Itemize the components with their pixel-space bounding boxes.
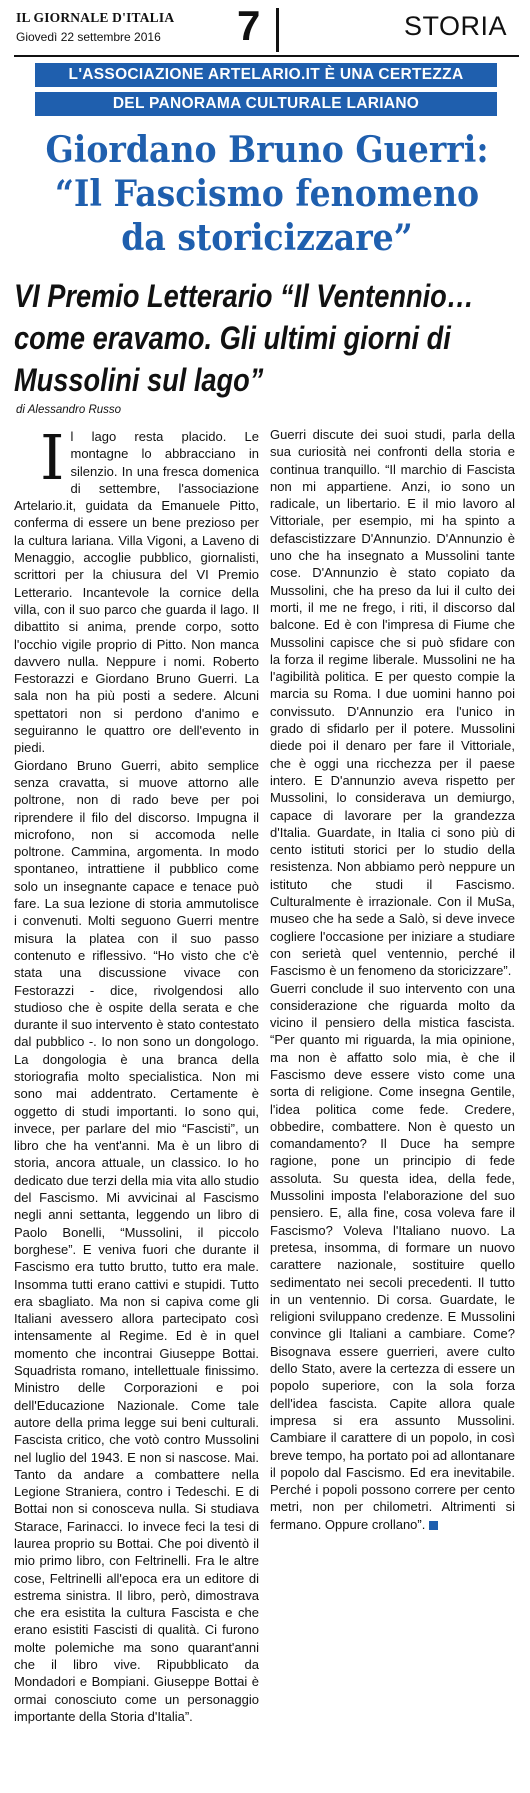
subheadline — [14, 275, 516, 401]
paragraph-text: Guerri conclude il suo intervento con una considerazione che riguarda molto da vicino il pensiero della mistica fascista. “Per quanto mi riguarda, la mia opinione, ma non è affatto solo mia, è che il Fascismo deve essere visto come una sorta di religione. Come insegna Gentile, l'idea politica come fede. Credere, obbedire, combattere. Non è questo un comandamento? Il Duce ha sempre ragione, pone un principio di fede assoluta. Su questa idea, della fede, Mussolini imposta l'elaborazione del suo pensiero. E, alla fine, cosa voleva fare il Fascismo? Voleva l'Italiano nuovo. La pretesa, insomma, di formare un nuovo carattere nazionale, sostituire quello sedimentato nei secoli precedenti. Il tutto in un ventennio. Di corsa. Guardate, le religioni sviluppano credenze. E Mussolini convince gli Italiani a cambiare. Come? Bisognava essere guerrieri, avere culto dello Stato, avere la certezza di essere un popolo superiore, con la sola forza dell'idea fascista. Capite allora quale impresa si era assunto Mussolini. Cambiare il carattere di un popolo, in così breve tempo, ha portato poi ad allontanare il popolo dal Fascismo. Ed era inevitabile. Perché i popoli possono correre per cento metri, non per chilometri. Altrimenti si fermano. Oppure crollano”. — [270, 980, 516, 1532]
header-divider — [276, 8, 279, 52]
subheadline-line: come eravamo. Gli ultimi giorni di — [14, 320, 451, 356]
end-of-article-square — [429, 1521, 438, 1530]
page-number: 7 — [237, 2, 261, 49]
article-paragraph: Giordano Bruno Guerri, abito semplice senza cravatta, si muove attorno alle poltrone, non di rado beve per poi riprendere il filo del discorso. Impugna il microfono, non si accomoda nelle poltrone. Cammina, argomenta. In modo spontaneo, intrattiene il pubblico come solo un insegnante capace e tenace può fare. La sua lezione di storia ammutolisce i convenuti. Molti seguono Guerri mentre misura la platea con il suo passo contenuto e riflessivo. “Ho visto che c'è stata una discussione vivace con Festorazzi - dice, rivolgendosi allo studioso che è ospite della serata e che durante il suo intervento è stato contestato dal pubblico -. Io non sono un dongologo. La dongologia è una branca della storiografia molto specialistica. Non mi sono mai addentrato. Certamente è oggetto di studi importanti. Io sono qui, invece, per parlare del mio “Fascisti”, un libro che ha vent'anni. Ma è un libro di storia, ancora attuale, un classico. Io ho dedicato due terzi della mia vita allo studio del Fascismo. Mi avvicinai al Fascismo negli anni settanta, leggendo un libro di Paolo Bonelli, “Mussolini, il piccolo borghese”. E veniva fuori che durante il Fascismo era tutto brutto, tutto era male. Insomma tutti erano cattivi e stupidi. Tutto era sbagliato. Ma non si capiva come gli Italiani avessero allora partecipato così intensamente al Regime. Ed è in quel momento che incontrai Giuseppe Bottai. Squadrista romano, intellettuale finissimo. Ministro delle Corporazioni e poi dell'Educazione Nazionale. Come tale autore della prima legge sui beni culturali. Fascista critico, che votò contro Mussolini nel luglio del 1943. E non si nascose. Mai. Tanto da andare a combattere nella Legione Straniera, contro i Tedeschi. E di Bottai non si conosceva nulla. Si studiava Starace, Farinacci. Io invece feci la tesi di laurea proprio su Bottai. Che poi diventò il mio primo libro, con Feltrinelli. Fra le altre cose, Feltrinelli all'epoca era un editore di estrema sinistra. Il libro, però, dimostrava che era esistita la cultura Fascista e che erano esistiti Fascisti di qualità. Ci furono molte polemiche ma sono quarant'anni che il libro vive. Ripubblicato da Mondadori e Bompiani. Giuseppe Bottai è ormai conosciuto come un personaggio importante della Storia d'Italia”. — [14, 757, 259, 1724]
kicker-banner-line2: DEL PANORAMA CULTURALE LARIANO — [35, 92, 497, 116]
headline-line: Giordano Bruno Guerri: — [45, 129, 489, 171]
article-paragraph: Guerri discute dei suoi studi, parla della sua curiosità nei confronti della storia e continua tranquillo. “Il marchio di Fascista non mi appartiene. Anzi, io sono un radicale, un libertario. E il mio lavoro al Vittoriale, per esempio, mi ha spinto a defascistizzare D'Annunzio. D'Annunzio è uno che ha insegnato a Mussolini tante cose. D'Annunzio è stato copiato da Mussolini, che ha preso da lui il culto dei morti, il me ne frego, i riti, il discorso dal balcone. Ed è con l'impresa di Fiume che Mussolini capisce che si può sfidare con la forza il regime liberale. Mussolini ne ha l'agibilità politica. E per questo compie la marcia su Roma. I due uomini hanno poi convissuto. D'Annunzio era l'unico in grado di sfidarlo per il potere. Mussolini diede poi il denaro per fare il Vittoriale, che è oggi una ricchezza per il paese intero. E D'annunzio aveva rispetto per Mussolini, lo considerava un demiurgo, capace di lavorare per la grandezza d'Italia. Guardate, in Italia ci sono più di cento istituti storici per lo studio della resistenza. Non abbiamo però neppure un istituto che studi il Fascismo. Culturalmente è irrazionale. Con il MuSa, museo che ha sede a Salò, si deve invece cogliere l'occasione per iniziare a studiare con serietà quel ventennio, perché il Fascismo è un fenomeno da storicizzare”. — [270, 427, 515, 979]
page-header — [14, 2, 519, 52]
article-column-1 — [14, 421, 259, 1725]
newspaper-name: IL GIORNALE D'ITALIA — [16, 10, 175, 25]
headline — [32, 128, 501, 260]
section-title: STORIA — [404, 11, 508, 41]
drop-cap: I — [40, 421, 65, 494]
byline: di Alessandro Russo — [16, 404, 122, 416]
header-rule — [14, 55, 519, 57]
article-column-2 — [270, 426, 515, 1533]
headline-line: da storicizzare” — [121, 217, 413, 259]
subheadline-line: Mussolini sul lago” — [14, 362, 264, 398]
headline-line: “Il Fascismo fenomeno — [54, 173, 480, 215]
paragraph-text: l lago resta placido. Le montagne lo abbracciano in silenzio. In una fresca domenica di settembre, l'associazione Artelario.it, guidata da Emanuele Pitto, conferma di essere un bene prezioso per la cultura lariana. Villa Vigoni, a Laveno di Menaggio, accoglie pubblico, giornalisti, scrittori per la chiusura del VI Premio Letterario. Incantevole la cornice della villa, con il suo parco che guarda il lago. Il dibattito si anima, prende corpo, sotto l'occhio vigile proprio di Pitto. Non manca davvero nulla. Neppure i nomi. Roberto Festorazzi e Giordano Bruno Guerri. La sala non ha più posti a sedere. Alcuni spettatori non si perdono d'animo e seguiranno le quattro ore dell'evento in piedi. — [14, 429, 259, 756]
subheadline-line: VI Premio Letterario “Il Ventennio… — [14, 278, 474, 314]
article-paragraph — [270, 980, 515, 1534]
article-paragraph — [14, 421, 259, 757]
issue-date: Giovedì 22 settembre 2016 — [16, 30, 161, 44]
kicker-banner-line1: L'ASSOCIAZIONE ARTELARIO.IT È UNA CERTEZZA — [35, 63, 497, 87]
